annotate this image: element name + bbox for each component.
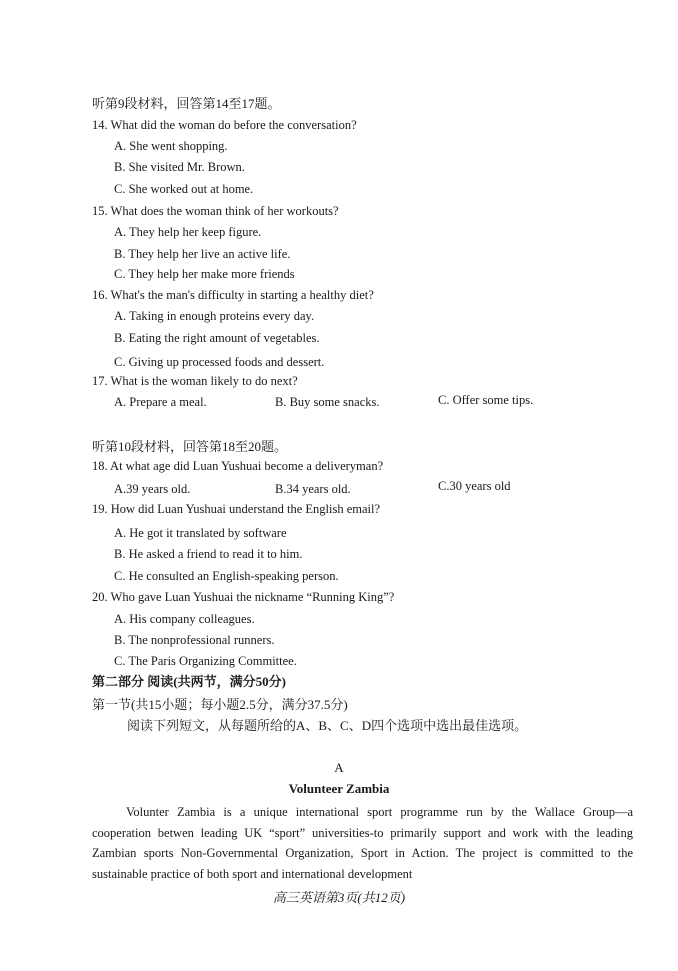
q15-option-b: B. They help her live an active life. — [114, 247, 291, 261]
passage-letter: A — [334, 760, 344, 775]
passage-body: Volunter Zambia is a unique international sport programme run by the Wallace Group—a cooperation betwen leading UK “sport” universities-to primarily support and work with the leading Zambian sports Non-Governmental Organization, Sport in Action. The project is committed to the sustainable practice of both sport and international development — [92, 805, 633, 881]
q18-option-b: B.34 years old. — [275, 482, 351, 496]
q20-option-a: A. His company colleagues. — [114, 612, 255, 626]
question-15: 15. What does the woman think of her workouts? — [92, 204, 339, 218]
q16-option-b: B. Eating the right amount of vegetables. — [114, 331, 320, 345]
q16-option-c: C. Giving up processed foods and dessert. — [114, 355, 325, 369]
question-18: 18. At what age did Luan Yushuai become a deliveryman? — [92, 459, 384, 473]
page-footer: 高三英语第3页(共12页) — [272, 890, 406, 905]
q20-option-c: C. The Paris Organizing Committee. — [114, 654, 297, 668]
part2-instruction: 阅读下列短文，从每题所给的A、B、C、D四个选项中选出最佳选项。 — [127, 718, 528, 733]
q18-option-a: A.39 years old. — [114, 482, 191, 496]
q15-option-c: C. They help her make more friends — [114, 267, 295, 281]
q19-option-c: C. He consulted an English-speaking person. — [114, 569, 339, 583]
q19-option-a: A. He got it translated by software — [114, 526, 287, 540]
part2-title: 第二部分 阅读(共两节，满分50分) — [92, 674, 286, 689]
q20-option-b: B. The nonprofessional runners. — [114, 633, 275, 647]
part2-section1: 第一节(共15小题；每小题2.5分，满分37.5分) — [92, 697, 348, 712]
q17-option-c: C. Offer some tips. — [438, 393, 534, 407]
q17-option-a: A. Prepare a meal. — [114, 395, 207, 409]
q14-option-a: A. She went shopping. — [114, 139, 228, 153]
q14-option-b: B. She visited Mr. Brown. — [114, 160, 245, 174]
q14-option-c: C. She worked out at home. — [114, 182, 254, 196]
q15-option-a: A. They help her keep figure. — [114, 225, 262, 239]
section9-header: 听第9段材料，回答第14至17题。 — [92, 96, 281, 111]
question-17: 17. What is the woman likely to do next? — [92, 374, 298, 388]
q17-option-b: B. Buy some snacks. — [275, 395, 380, 409]
section10-header: 听第10段材料，回答第18至20题。 — [92, 439, 288, 454]
passage-title: Volunteer Zambia — [288, 781, 390, 796]
question-20: 20. Who gave Luan Yushuai the nickname “Running King”? — [92, 590, 395, 604]
q18-option-c: C.30 years old — [438, 479, 511, 493]
question-19: 19. How did Luan Yushuai understand the English email? — [92, 502, 381, 516]
question-14: 14. What did the woman do before the conversation? — [92, 118, 357, 132]
q19-option-b: B. He asked a friend to read it to him. — [114, 547, 303, 561]
question-16: 16. What's the man's difficulty in starting a healthy diet? — [92, 288, 374, 302]
q16-option-a: A. Taking in enough proteins every day. — [114, 309, 315, 323]
